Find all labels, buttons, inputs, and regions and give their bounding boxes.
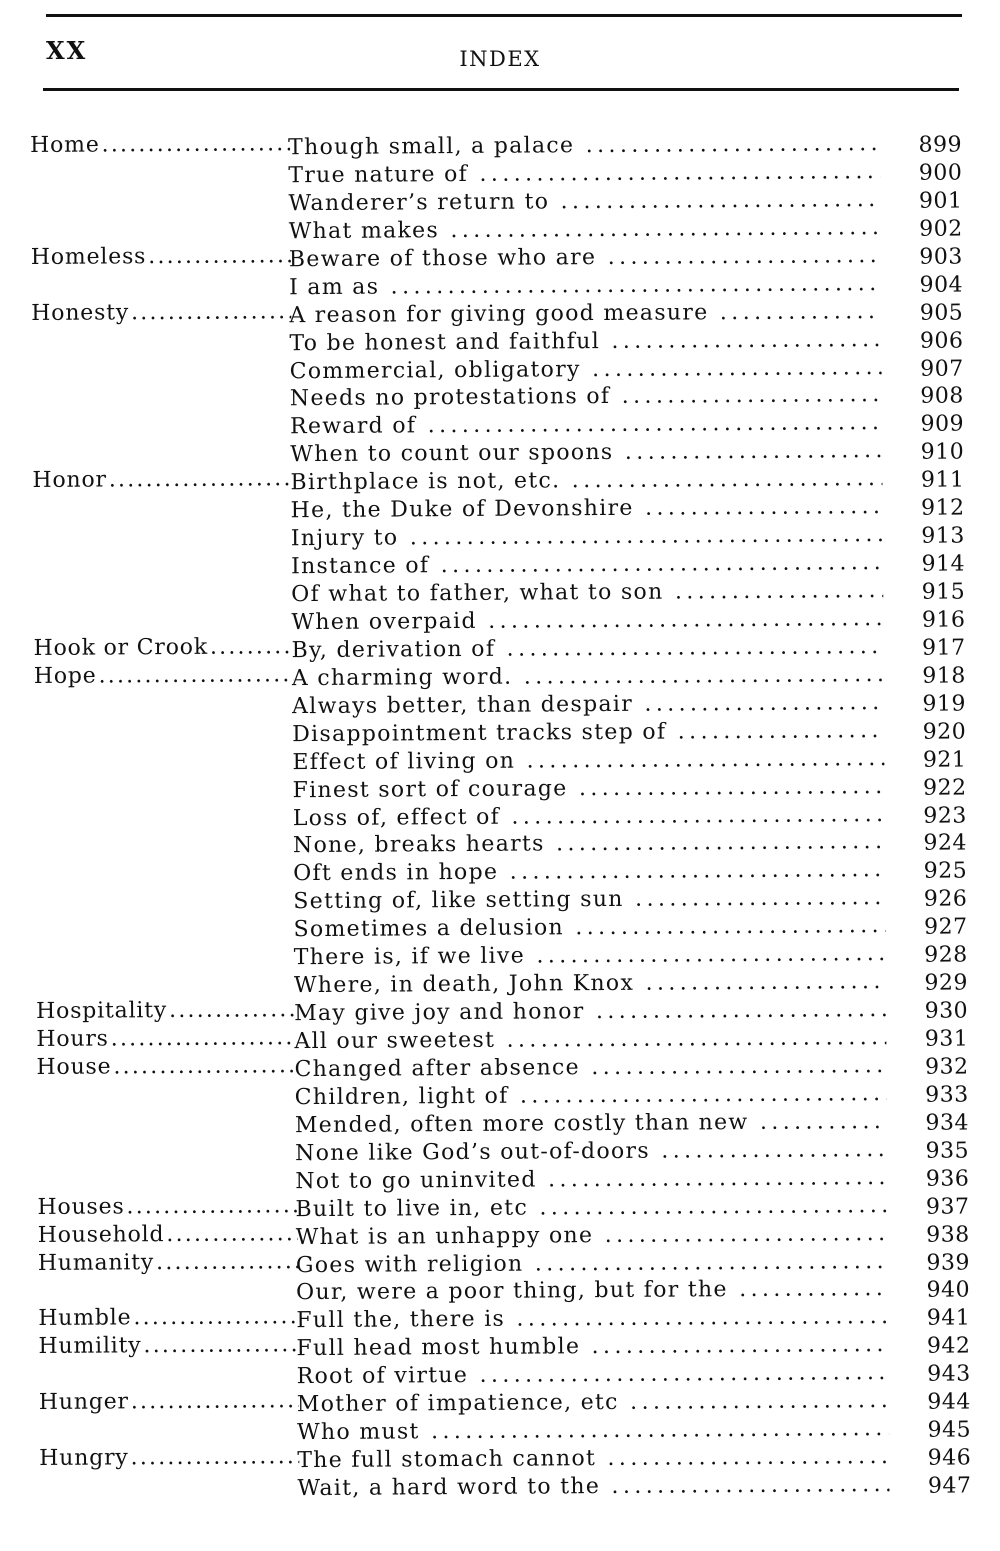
index-term <box>34 717 294 747</box>
index-term <box>31 242 291 272</box>
index-number: 906 <box>919 328 964 354</box>
index-number: 921 <box>922 747 967 773</box>
index-subentry: Mended, often more costly than new ..... <box>295 1108 887 1140</box>
index-number: 935 <box>925 1138 970 1164</box>
index-term <box>37 1136 297 1166</box>
index-term <box>32 382 292 412</box>
index-term-text: House <box>36 1054 112 1080</box>
index-number: 943 <box>927 1361 971 1388</box>
index-number: 944 <box>927 1389 971 1415</box>
index-term <box>35 829 295 859</box>
index-term-text <box>37 1111 39 1136</box>
index-subentry: None like God’s out-of-doors ..... <box>295 1136 887 1168</box>
index-number: 922 <box>922 775 967 801</box>
index-subentry: A reason for giving good measure ..... <box>289 298 881 330</box>
index-number: 930 <box>924 998 969 1024</box>
top-rule <box>46 14 962 17</box>
index-term <box>32 410 292 440</box>
index-subentry: Beware of those who are ..... <box>289 242 881 274</box>
index-term <box>32 354 292 384</box>
index-number: 946 <box>927 1445 972 1471</box>
index-number: 917 <box>922 635 966 661</box>
index-subentry: Goes with religion ..... <box>296 1248 888 1280</box>
index-term <box>31 326 291 356</box>
index-term-text: Houses <box>37 1193 125 1220</box>
index-subentry: Our, were a poor thing, but for the ..... <box>296 1275 888 1307</box>
index-term <box>33 521 293 551</box>
index-subentry: Effect of living on ..... <box>292 745 884 777</box>
index-term-text <box>36 971 38 996</box>
index-term-text <box>31 273 33 298</box>
index-subentry: Mother of impatience, etc ..... <box>297 1387 889 1419</box>
index-subentry: Who must ..... <box>297 1415 889 1447</box>
index-subentry: When to count our spoons ..... <box>290 437 882 469</box>
index-subentry: Though small, a palace ..... <box>288 130 880 162</box>
index-term-text: Humility <box>38 1333 142 1360</box>
index-subentry: Built to live in, etc ..... <box>295 1192 887 1224</box>
index-number: 938 <box>926 1222 970 1248</box>
index-subentry: Loss of, effect of ..... <box>293 801 885 833</box>
index-subentry: Wait, a hard word to the ..... <box>297 1471 889 1503</box>
index-number: 904 <box>919 272 964 298</box>
index-subentry: All our sweetest ..... <box>294 1024 886 1056</box>
index-number: 909 <box>920 411 965 438</box>
index-subentry: To be honest and faithful ..... <box>289 326 881 358</box>
index-term <box>36 940 296 970</box>
index-subentry: By, derivation of ..... <box>292 633 884 665</box>
index-subentry: Changed after absence ..... <box>294 1052 886 1084</box>
index-number: 940 <box>926 1277 971 1304</box>
index-term <box>35 884 295 914</box>
index-term-text <box>39 1418 41 1443</box>
index-subentry: When overpaid ..... <box>291 605 883 637</box>
index-term <box>39 1471 299 1501</box>
index-term <box>35 801 295 831</box>
index-number: 929 <box>924 970 969 996</box>
index-term-text: Humble <box>38 1305 132 1332</box>
index-term <box>38 1304 298 1334</box>
index-number: 920 <box>922 719 967 745</box>
index-term-text <box>35 887 37 912</box>
index-term <box>31 270 291 300</box>
index-term <box>37 1192 297 1222</box>
index-term-text <box>35 915 37 940</box>
index-term <box>33 633 293 663</box>
header-rule <box>43 88 959 91</box>
index-term <box>34 661 294 691</box>
index-subentry: Oft ends in hope ..... <box>293 856 885 888</box>
index-term-text <box>37 1139 39 1164</box>
index-number: 901 <box>918 188 963 214</box>
index-number: 926 <box>923 886 968 913</box>
index-term-text <box>32 440 34 465</box>
index-term-text <box>34 776 36 801</box>
index-number: 919 <box>922 691 967 717</box>
index-term-text <box>30 161 32 186</box>
index-subentry: Always better, than despair ..... <box>292 689 884 721</box>
index-number: 910 <box>920 439 965 466</box>
index-term-text <box>34 720 36 745</box>
index-number: 937 <box>925 1194 970 1220</box>
index-subentry: Of what to father, what to son ..... <box>291 577 883 609</box>
index-subentry: Children, light of ..... <box>295 1080 887 1112</box>
index-subentry: Where, in death, John Knox ..... <box>294 968 886 1000</box>
index-term-text <box>33 580 35 605</box>
index-number: 900 <box>918 160 963 186</box>
index-subentry: Injury to ..... <box>291 521 883 553</box>
index-term <box>39 1359 299 1389</box>
index-subentry: The full stomach cannot ..... <box>297 1443 889 1475</box>
index-term-text <box>33 496 35 521</box>
index-number: 923 <box>923 802 967 829</box>
index-subentry: Root of virtue ..... <box>297 1359 889 1391</box>
index-number: 924 <box>923 830 968 857</box>
index-subentry: Commercial, obligatory ..... <box>290 354 882 386</box>
index-number: 939 <box>926 1249 970 1276</box>
index-term-text <box>34 692 36 717</box>
index-term <box>39 1415 299 1445</box>
index-subentry: None, breaks hearts ..... <box>293 828 885 860</box>
index-subentry: Setting of, like setting sun ..... <box>293 884 885 916</box>
index-term <box>35 857 295 887</box>
index-term-text <box>36 943 38 968</box>
index-subentry: What makes ..... <box>289 214 881 246</box>
index-number: 945 <box>927 1417 972 1443</box>
index-number: 903 <box>919 244 963 270</box>
index-term <box>38 1276 298 1306</box>
index-term <box>38 1331 298 1361</box>
index-term <box>34 689 294 719</box>
index-number: 947 <box>927 1473 972 1499</box>
index-term <box>36 1024 296 1054</box>
index-number: 899 <box>918 132 963 158</box>
index-term <box>33 549 293 579</box>
index-term <box>33 577 293 607</box>
index-subentry: Finest sort of courage ..... <box>292 773 884 805</box>
index-number: 914 <box>921 551 966 577</box>
index-term <box>36 968 296 998</box>
index-number: 927 <box>923 914 968 941</box>
index-number: 933 <box>925 1082 969 1108</box>
index-term <box>34 745 294 775</box>
index-entry <box>39 1468 974 1502</box>
index-term-text <box>32 384 34 409</box>
index-number: 916 <box>921 607 966 633</box>
index-number: 902 <box>919 216 963 242</box>
page-title: INDEX <box>459 47 541 71</box>
index-number: 918 <box>922 663 966 689</box>
index-subentry: Birthplace is not, etc. ..... <box>290 465 882 497</box>
index-term <box>31 298 291 328</box>
index-term-text <box>37 1083 39 1108</box>
index-term-text <box>34 748 36 773</box>
index-term-text: Humanity <box>37 1249 155 1276</box>
index-term <box>31 214 291 244</box>
index-subentry: Disappointment tracks step of ..... <box>292 717 884 749</box>
index-term-text <box>32 356 34 381</box>
index-term-text <box>39 1362 41 1387</box>
index-term <box>37 1164 297 1194</box>
index-number: 936 <box>925 1166 970 1192</box>
index-term <box>34 773 294 803</box>
index-term-text <box>33 524 35 549</box>
index-term-text <box>33 608 35 633</box>
index-number: 915 <box>921 579 966 605</box>
index-subentry: A charming word. ..... <box>292 661 884 693</box>
index-number: 928 <box>924 942 968 968</box>
index-term <box>30 130 290 160</box>
index-term-text <box>35 803 37 828</box>
index-subentry: What is an unhappy one ..... <box>296 1220 888 1252</box>
index-subentry: He, the Duke of Devonshire ..... <box>291 493 883 525</box>
index-number: 912 <box>921 495 965 521</box>
index-term <box>37 1108 297 1138</box>
index-term-text: Honor <box>32 467 107 494</box>
index-subentry: Reward of ..... <box>290 409 882 441</box>
index-number: 908 <box>920 383 964 410</box>
index-term-text: Hunger <box>38 1389 129 1416</box>
index-term <box>38 1248 298 1278</box>
index-term-text: Hook or Crook <box>33 634 209 661</box>
index-number: 934 <box>925 1110 970 1136</box>
index-subentry: May give joy and honor ..... <box>294 996 886 1028</box>
index-term <box>38 1220 298 1250</box>
index-term <box>37 1080 297 1110</box>
index-term-text: Home <box>29 132 100 158</box>
index-term-text <box>37 1167 39 1192</box>
index-term-text: Hospitality <box>36 998 168 1025</box>
page-folio: XX <box>46 36 88 65</box>
index-term <box>33 605 293 635</box>
index-number: 907 <box>920 355 964 382</box>
index-term-text: Hungry <box>39 1445 129 1472</box>
index-term-text <box>38 1278 40 1303</box>
index-subentry: Not to go uninvited ..... <box>295 1164 887 1196</box>
index-term-text: Hours <box>36 1026 109 1052</box>
index-number: 942 <box>926 1333 971 1360</box>
index-term-text: Homeless <box>30 243 147 270</box>
index-term <box>30 158 290 188</box>
index-number: 913 <box>921 523 965 549</box>
index-term <box>36 996 296 1026</box>
index-subentry: There is, if we live ..... <box>294 940 886 972</box>
index-term <box>39 1443 299 1473</box>
index-term <box>36 1052 296 1082</box>
index-subentry: Full the, there is ..... <box>296 1303 888 1335</box>
index-number: 932 <box>924 1054 969 1080</box>
index-term <box>39 1387 299 1417</box>
index-number: 941 <box>926 1305 971 1332</box>
index-term-text <box>32 412 34 437</box>
index-term <box>30 186 290 216</box>
index-subentry: I am as ..... <box>289 270 881 302</box>
index-number: 925 <box>923 858 968 885</box>
index-term-text <box>39 1474 41 1499</box>
index-term-text <box>35 831 37 856</box>
index-subentry: True nature of ..... <box>288 158 880 190</box>
index-subentry: Needs no protestations of ..... <box>290 381 882 413</box>
index-term <box>33 493 293 523</box>
index-term-text: Hope <box>33 663 97 689</box>
index-term <box>32 465 292 495</box>
index-term-text <box>33 552 35 577</box>
index-subentry: Instance of ..... <box>291 549 883 581</box>
index-subentry: Wanderer’s return to ..... <box>288 186 880 218</box>
index-subentry: Full head most humble ..... <box>296 1331 888 1363</box>
index-list <box>30 127 975 1502</box>
index-number: 911 <box>920 467 965 494</box>
index-term <box>35 912 295 942</box>
index-term <box>32 437 292 467</box>
index-term-text: Honesty <box>31 299 130 326</box>
index-term-text <box>31 329 33 354</box>
index-subentry: Sometimes a delusion ..... <box>293 912 885 944</box>
index-number: 905 <box>919 300 964 326</box>
index-term-text: Household <box>37 1221 165 1248</box>
index-term-text <box>31 217 33 242</box>
index-number: 931 <box>924 1026 969 1052</box>
index-term-text <box>35 859 37 884</box>
index-term-text <box>30 189 32 214</box>
